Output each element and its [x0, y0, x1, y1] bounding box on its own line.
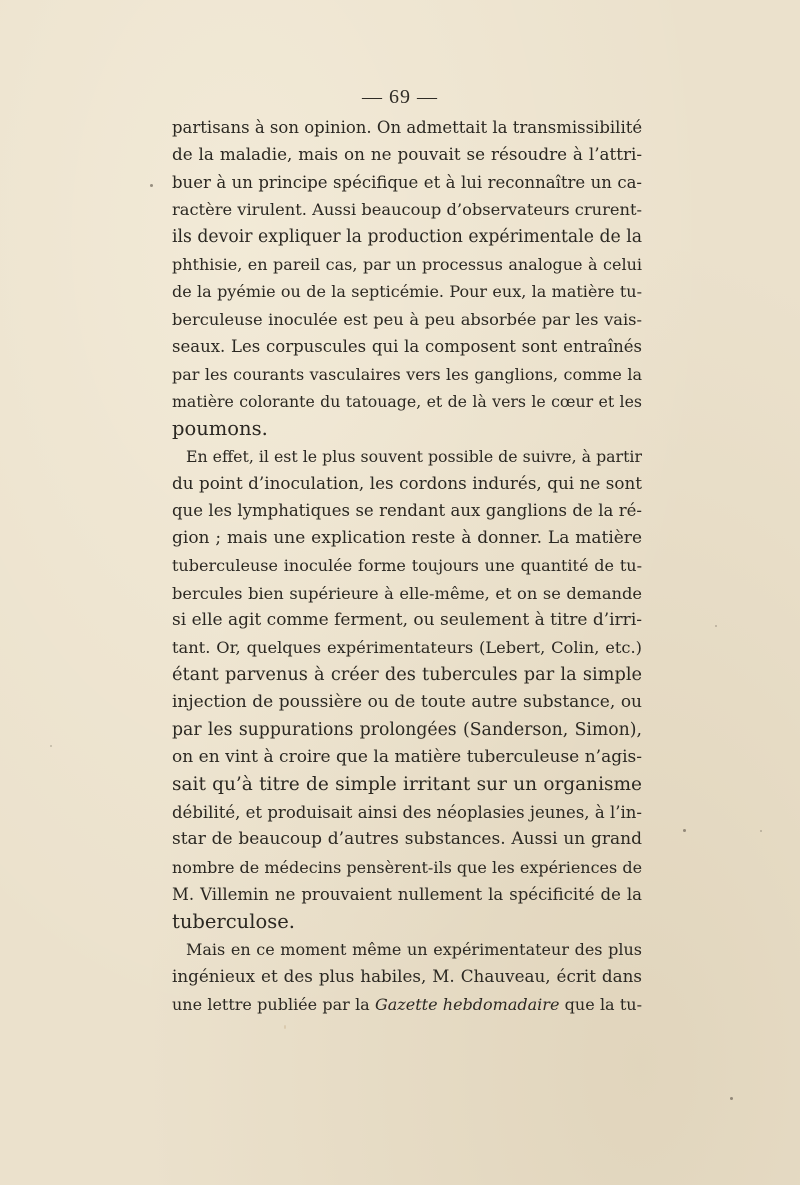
- text-line: matière colorante du tatouage, et de là vers le cœur et les: [172, 391, 642, 411]
- paper-speck: [760, 830, 762, 832]
- body-text: [172, 114, 642, 1018]
- text-line: si elle agit comme ferment, ou seulement à titre d’irri-: [172, 610, 642, 631]
- text-line: débilité, et produisait ainsi des néoplasies jeunes, à l’in-: [172, 802, 642, 822]
- text-line: berculeuse inoculée est peu à peu absorbée par les vais-: [172, 309, 642, 329]
- final-line-end: que la tu-: [559, 994, 642, 1014]
- text-line: de la maladie, mais on ne pouvait se résoudre à l’attri-: [172, 144, 642, 165]
- text-line: par les courants vasculaires vers les ganglions, comme la: [172, 364, 642, 384]
- text-line: que les lymphatiques se rendant aux ganglions de la ré-: [172, 501, 642, 521]
- paragraph-end-line: poumons.: [172, 417, 268, 441]
- text-line: phthisie, en pareil cas, par un processus analogue à celui: [172, 254, 642, 274]
- page-number: — 69 —: [362, 86, 438, 108]
- paragraph-end-line: tuberculose.: [172, 910, 295, 934]
- text-line: buer à un principe spécifique et à lui reconnaître un ca-: [172, 172, 642, 192]
- text-line: M. Villemin ne prouvaient nullement la spécificité de la: [172, 884, 642, 904]
- text-line: nombre de médecins pensèrent-ils que les expériences de: [172, 857, 642, 877]
- paragraph-start-line: En effet, il est le plus souvent possible de suivre, à partir: [186, 446, 642, 466]
- journal-title: Gazette hebdomadaire: [374, 994, 560, 1014]
- text-line: ils devoir expliquer la production expérimentale de la: [172, 226, 642, 247]
- paper-speck: [715, 625, 717, 627]
- paper-speck: [150, 184, 153, 187]
- text-line: ractère virulent. Aussi beaucoup d’observateurs crurent-: [172, 200, 642, 220]
- text-line: star de beaucoup d’autres substances. Aussi un grand: [172, 829, 642, 850]
- text-line: on en vint à croire que la matière tuberculeuse n’agis-: [172, 746, 642, 767]
- paper-speck: [683, 829, 686, 832]
- text-line: étant parvenus à créer des tubercules par la simple: [172, 664, 642, 685]
- paragraph-start-line: Mais en ce moment même un expérimentateur des plus: [186, 939, 642, 959]
- text-line: de la pyémie ou de la septicémie. Pour eux, la matière tu-: [172, 282, 642, 302]
- text-line: injection de poussière ou de toute autre substance, ou: [172, 692, 642, 713]
- final-line-start: une lettre publiée par la: [172, 994, 375, 1014]
- paper-speck: [730, 1097, 733, 1100]
- paper-speck: [284, 1025, 286, 1029]
- final-text-line: [172, 991, 642, 1018]
- text-line: bercules bien supérieure à elle-même, et on se demande: [172, 583, 642, 603]
- text-line: partisans à son opinion. On admettait la transmissibilité: [172, 118, 642, 137]
- text-line: gion ; mais une explication reste à donner. La matière: [172, 527, 642, 548]
- text-line: par les suppurations prolongées (Sanderson, Simon),: [172, 719, 642, 740]
- paper-speck: [50, 745, 52, 747]
- text-line: tant. Or, quelques expérimentateurs (Lebert, Colin, etc.): [172, 638, 642, 658]
- text-line: seaux. Les corpuscules qui la composent sont entraînés: [172, 337, 642, 357]
- text-line: tuberculeuse inoculée forme toujours une quantité de tu-: [172, 556, 642, 576]
- text-line: ingénieux et des plus habiles, M. Chauveau, écrit dans: [172, 966, 642, 987]
- text-line: sait qu’à titre de simple irritant sur un organisme: [172, 774, 642, 796]
- text-line: du point d’inoculation, les cordons indurés, qui ne sont: [172, 473, 642, 494]
